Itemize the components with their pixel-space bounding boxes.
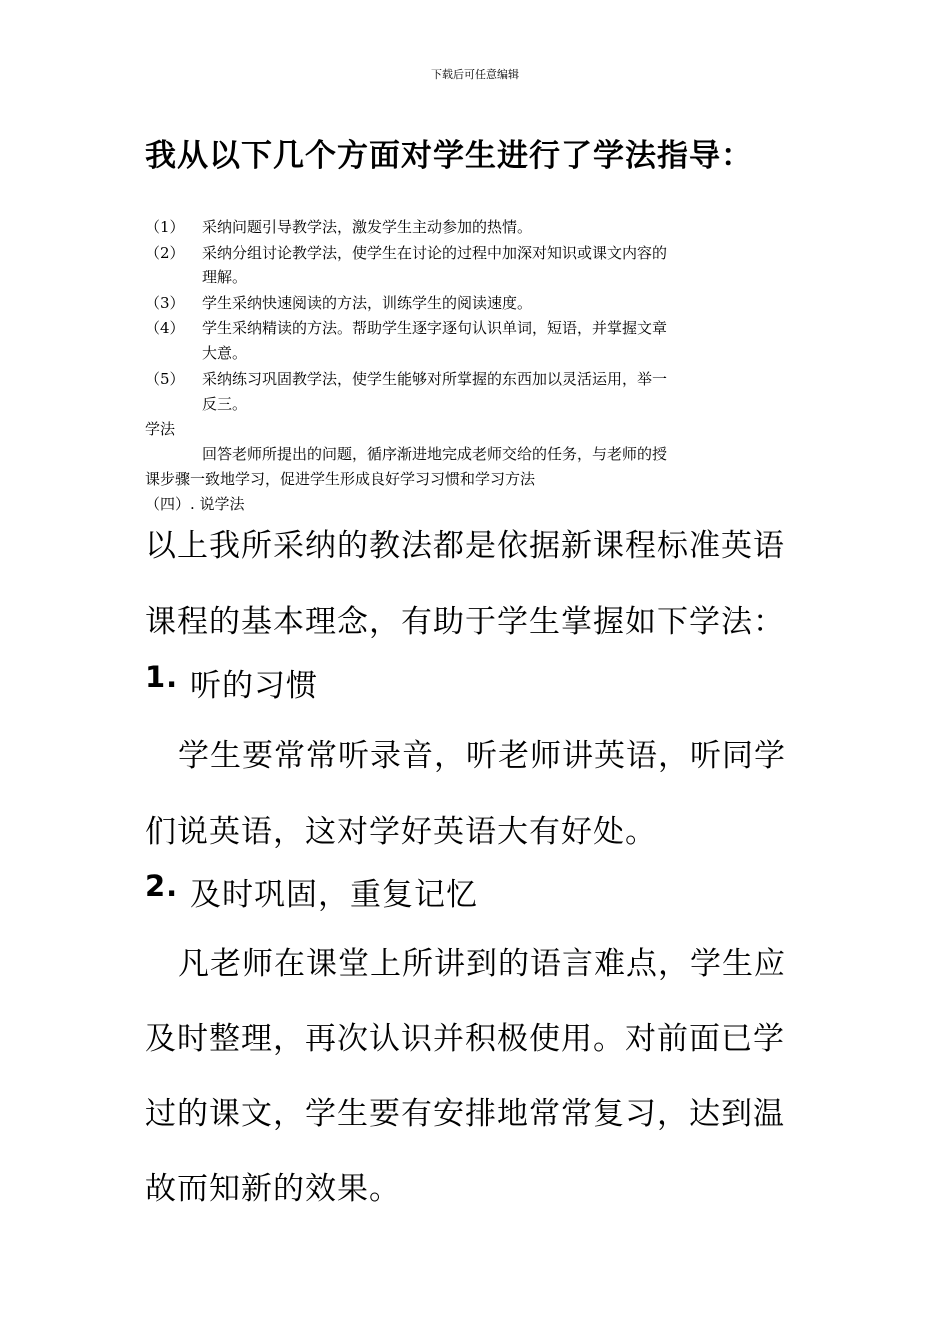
method-number: （4） <box>145 319 185 337</box>
intro-paragraph: 课程的基本理念，有助于学生掌握如下学法： <box>145 604 785 640</box>
item-number: 2. <box>145 869 179 903</box>
item-body: 故而知新的效果。 <box>145 1171 401 1207</box>
section-four-title: （四）. 说学法 <box>145 495 245 513</box>
method-text: 学生采纳精读的方法。帮助学生逐字逐句认识单词，短语，并掌握文章 <box>202 319 668 337</box>
method-text: 学生采纳快速阅读的方法，训练学生的阅读速度。 <box>202 294 533 312</box>
xuefa-paragraph: 回答老师所提出的问题，循序渐进地完成老师交给的任务，与老师的授 <box>202 445 668 463</box>
item-title: 听的习惯 <box>190 668 318 704</box>
method-text: 采纳分组讨论教学法，使学生在讨论的过程中加深对知识或课文内容的 <box>202 244 668 262</box>
method-text: 理解。 <box>202 268 248 286</box>
xuefa-paragraph: 课步骤一致地学习，促进学生形成良好学习习惯和学习方法 <box>145 470 536 488</box>
method-number: （2） <box>145 244 185 262</box>
item-number: 1. <box>145 660 179 694</box>
method-number: （1） <box>145 218 185 236</box>
method-text: 大意。 <box>202 344 248 362</box>
method-number: （3） <box>145 294 185 312</box>
section-heading: 我从以下几个方面对学生进行了学法指导： <box>145 138 753 174</box>
method-number: （5） <box>145 370 185 388</box>
page-header: 下载后可任意编辑 <box>431 68 519 81</box>
item-body: 凡老师在课堂上所讲到的语言难点，学生应 <box>178 946 786 982</box>
method-text: 采纳练习巩固教学法，使学生能够对所掌握的东西加以灵活运用，举一 <box>202 370 668 388</box>
method-text: 采纳问题引导教学法，激发学生主动参加的热情。 <box>202 218 533 236</box>
method-text: 反三。 <box>202 395 248 413</box>
item-body: 过的课文，学生要有安排地常常复习，达到温 <box>145 1096 785 1132</box>
item-body: 们说英语，这对学好英语大有好处。 <box>145 814 657 850</box>
item-body: 及时整理，再次认识并积极使用。对前面已学 <box>145 1021 785 1057</box>
item-title: 及时巩固，重复记忆 <box>190 877 478 913</box>
intro-paragraph: 以上我所采纳的教法都是依据新课程标准英语 <box>145 528 785 564</box>
item-body: 学生要常常听录音，听老师讲英语，听同学 <box>178 738 786 774</box>
xuefa-label: 学法 <box>145 420 176 438</box>
